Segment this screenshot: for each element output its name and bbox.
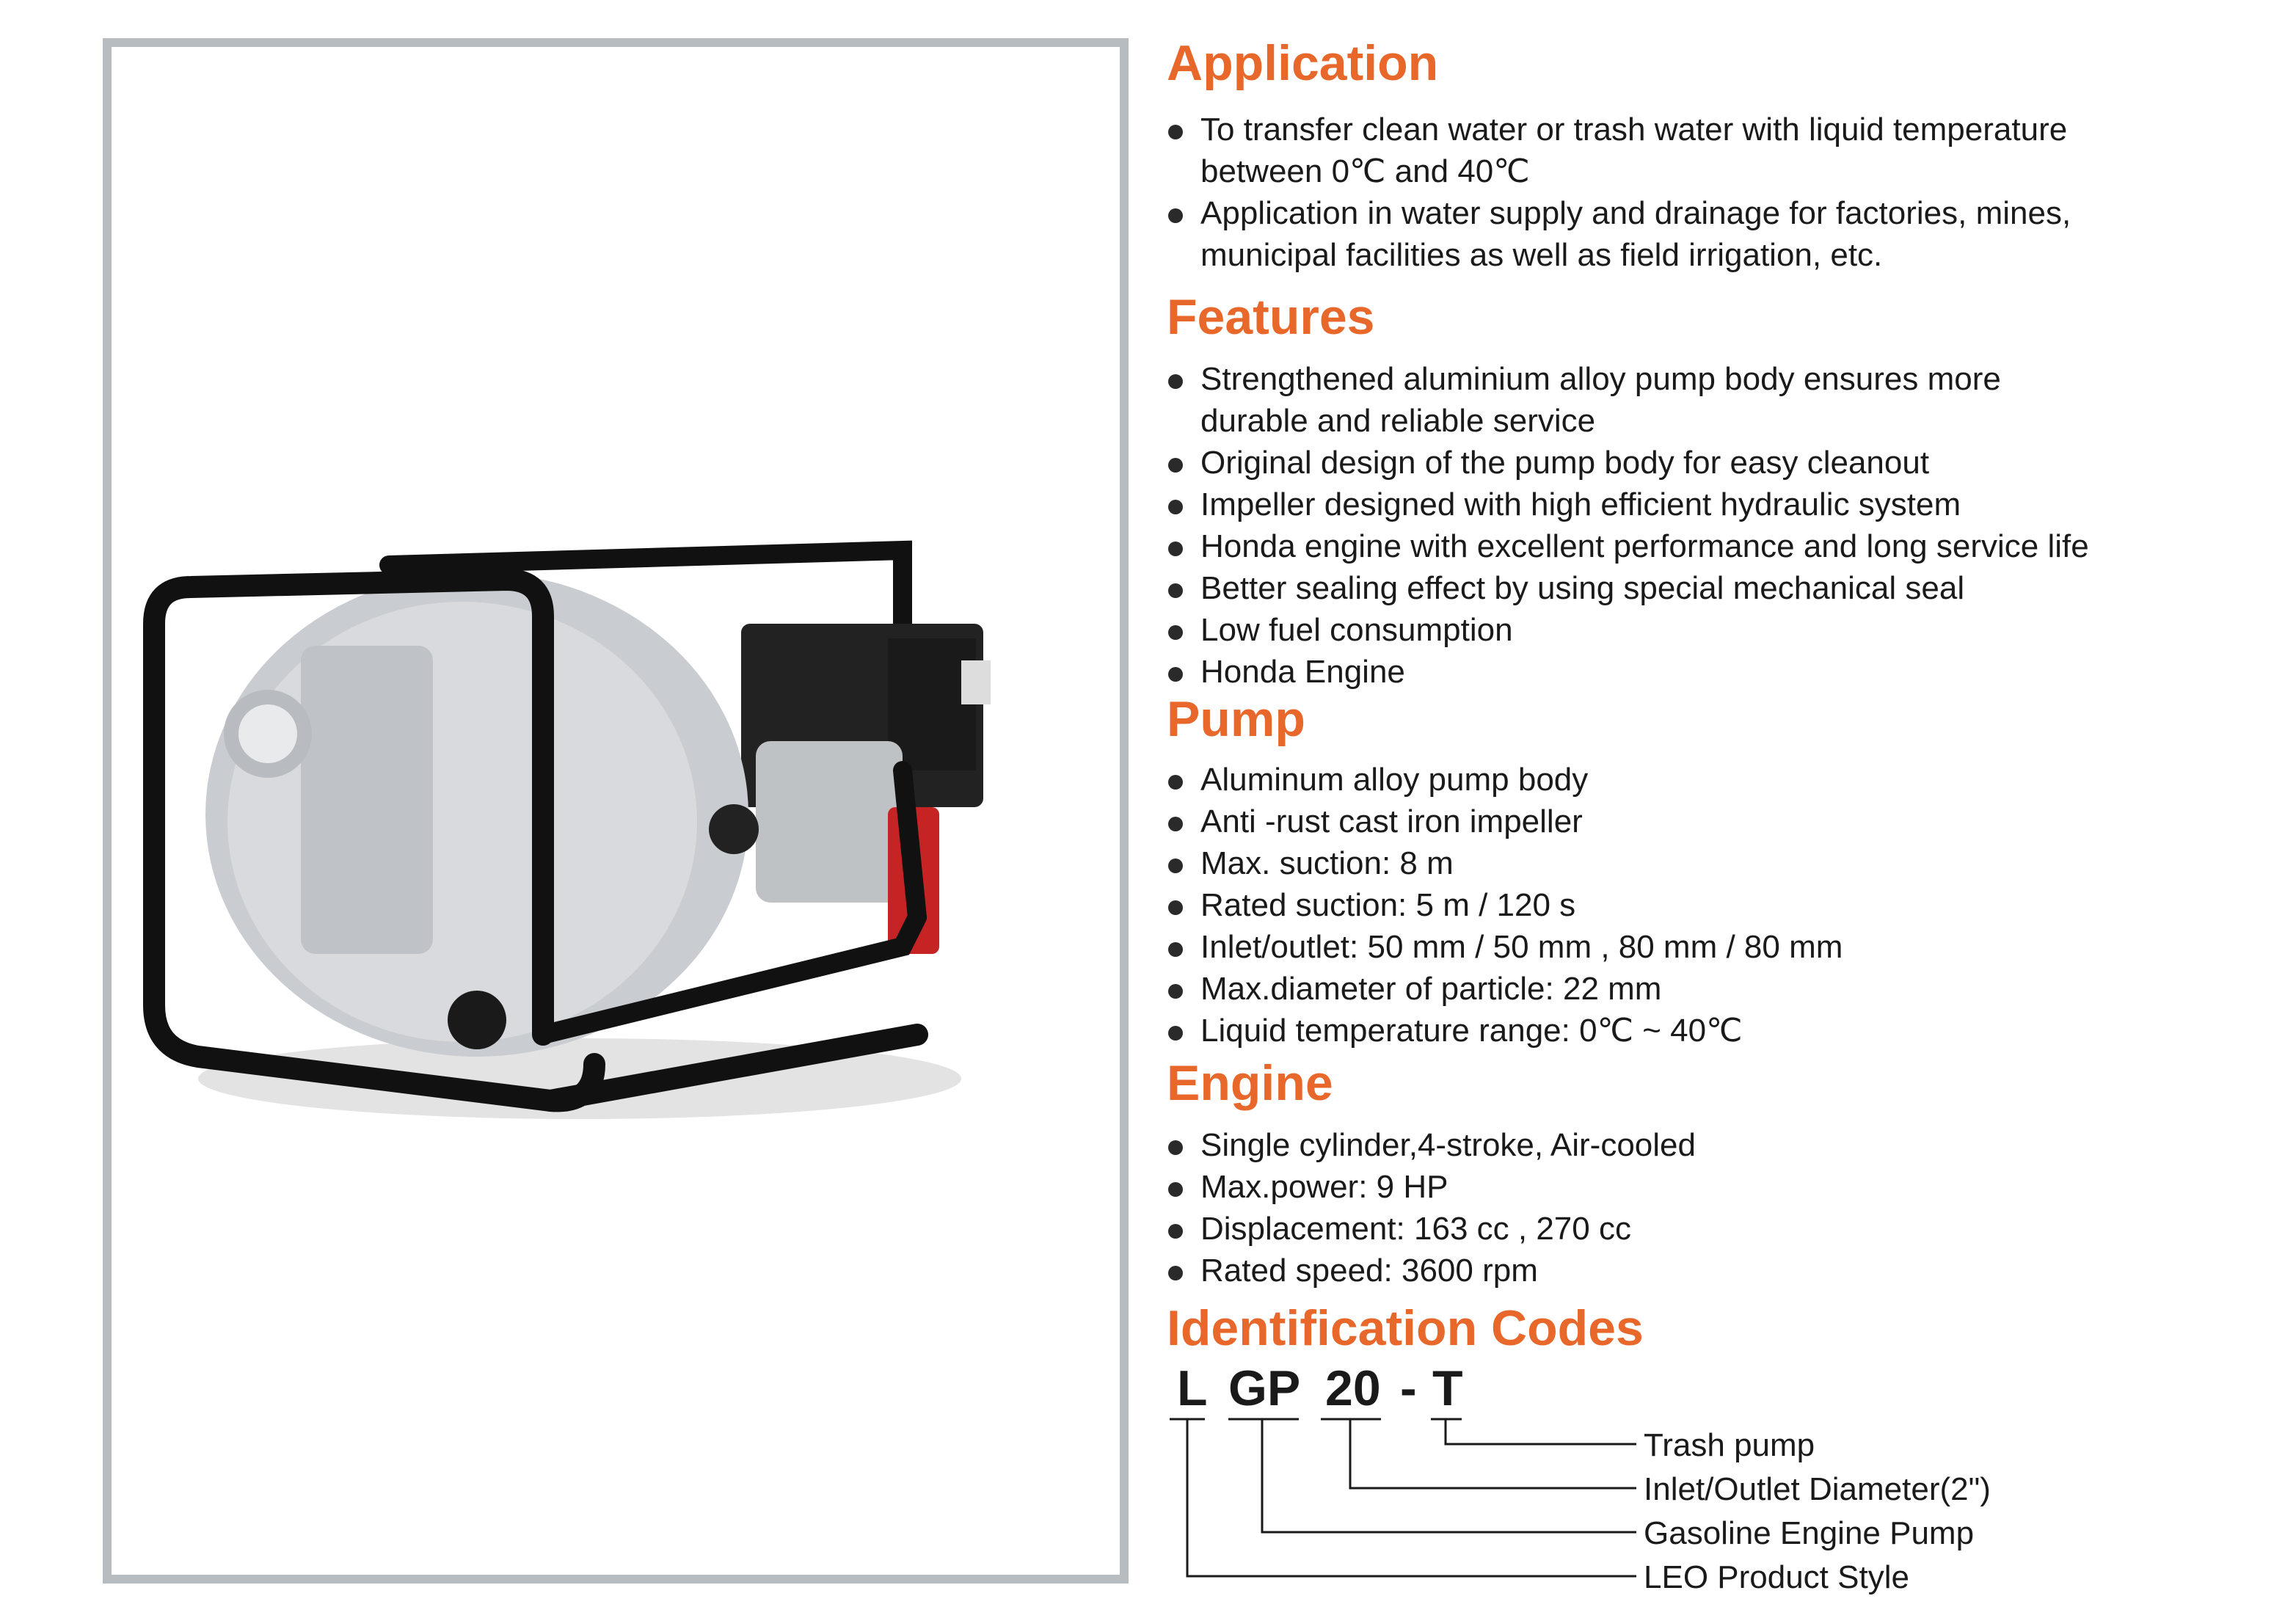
list-item: Max.diameter of particle: 22 mm xyxy=(1167,968,2267,1010)
engine-list xyxy=(1167,1124,2267,1291)
list-item-continuation: municipal facilities as well as field irrigation, etc. xyxy=(1200,237,1883,273)
list-item: Anti -rust cast iron impeller xyxy=(1167,801,2267,842)
features-list xyxy=(1167,358,2267,693)
pump-list xyxy=(1167,759,2267,1052)
code-connector-lines xyxy=(1167,1409,1651,1600)
list-item: Impeller designed with high efficient hydraulic system xyxy=(1167,484,2267,525)
water-pump-image xyxy=(110,477,1049,1137)
list-item: Max.power: 9 HP xyxy=(1167,1166,2267,1208)
list-item: Max. suction: 8 m xyxy=(1167,842,2267,884)
list-item: Rated suction: 5 m / 120 s xyxy=(1167,884,2267,926)
list-item: Original design of the pump body for easy cleanout xyxy=(1167,442,2267,484)
application-list xyxy=(1167,109,2267,276)
label-leo-product-style: LEO Product Style xyxy=(1644,1559,1909,1595)
list-item: Strengthened aluminium alloy pump body ensures more xyxy=(1167,358,2267,400)
list-item: Liquid temperature range: 0℃ ~ 40℃ xyxy=(1167,1010,2267,1052)
identification-title: Identification Codes xyxy=(1167,1300,1644,1356)
list-item: Application in water supply and drainage for factories, mines, xyxy=(1167,192,2267,234)
list-item: Honda Engine xyxy=(1167,651,2267,693)
list-item: Rated speed: 3600 rpm xyxy=(1167,1250,2267,1291)
label-trash-pump: Trash pump xyxy=(1644,1427,1815,1463)
features-title: Features xyxy=(1167,289,1375,345)
code-part-gp: GP xyxy=(1228,1360,1301,1416)
list-item: Honda engine with excellent performance and long service life xyxy=(1167,525,2267,567)
engine-title: Engine xyxy=(1167,1055,1333,1111)
label-inlet-outlet-diameter: Inlet/Outlet Diameter(2") xyxy=(1644,1471,1991,1507)
list-item: To transfer clean water or trash water with liquid temperature xyxy=(1167,109,2267,150)
code-part-l: L xyxy=(1177,1360,1208,1416)
list-item: Aluminum alloy pump body xyxy=(1167,759,2267,801)
pump-title: Pump xyxy=(1167,691,1305,747)
list-item: Low fuel consumption xyxy=(1167,609,2267,651)
application-title: Application xyxy=(1167,35,1439,91)
list-item: Displacement: 163 cc , 270 cc xyxy=(1167,1208,2267,1250)
list-item: Single cylinder,4-stroke, Air-cooled xyxy=(1167,1124,2267,1166)
code-part-20: 20 xyxy=(1325,1360,1381,1416)
code-part-t: T xyxy=(1432,1360,1463,1416)
list-item: Inlet/outlet: 50 mm / 50 mm , 80 mm / 80 mm xyxy=(1167,926,2267,968)
list-item: Better sealing effect by using special mechanical seal xyxy=(1167,567,2267,609)
code-part-dash: - xyxy=(1400,1360,1417,1416)
list-item-continuation: between 0℃ and 40℃ xyxy=(1200,153,1530,189)
label-gasoline-engine-pump: Gasoline Engine Pump xyxy=(1644,1515,1975,1551)
list-item-continuation: durable and reliable service xyxy=(1200,403,1596,439)
